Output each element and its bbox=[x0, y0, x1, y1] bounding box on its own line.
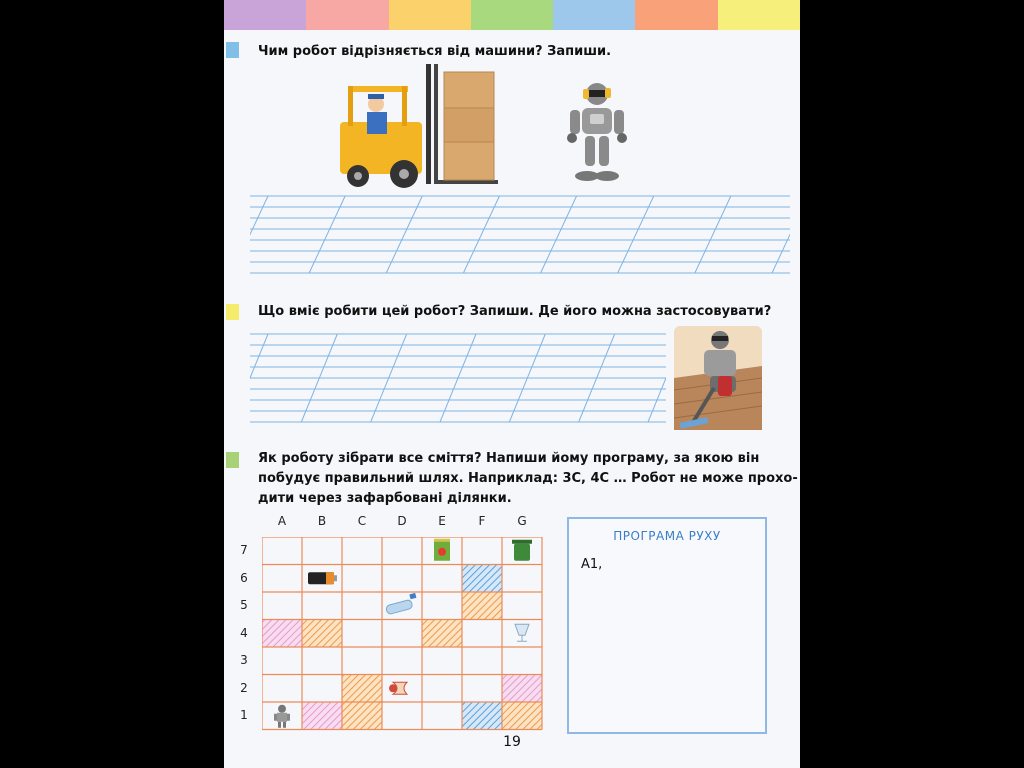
color-strip bbox=[389, 0, 472, 30]
battery-icon bbox=[308, 572, 337, 584]
question-3-line-1: Як роботу зібрати все сміття? Напиши йому програму, за якою він bbox=[258, 451, 760, 466]
grid-row-label: 1 bbox=[240, 708, 248, 722]
question-3-line-3: дити через зафарбовані ділянки. bbox=[258, 491, 512, 506]
grid-row-label: 3 bbox=[240, 653, 248, 667]
grid-column-label: C bbox=[357, 514, 367, 528]
color-strip bbox=[471, 0, 554, 30]
grid-column-label: E bbox=[438, 514, 446, 528]
shaded-cell-orange bbox=[342, 675, 382, 703]
grid-row-label: 7 bbox=[240, 543, 248, 557]
plastic-bottle-icon bbox=[386, 593, 417, 615]
color-strip bbox=[718, 0, 800, 30]
program-box[interactable] bbox=[567, 517, 767, 734]
grid-row-label: 6 bbox=[240, 570, 248, 585]
grid-column-label: D bbox=[397, 514, 407, 528]
grid-row-label: 4 bbox=[240, 625, 248, 640]
vacuum-robot-illustration bbox=[674, 326, 762, 430]
humanoid-robot-illustration bbox=[562, 80, 632, 186]
answer-lines-1[interactable] bbox=[250, 190, 790, 280]
color-strip bbox=[553, 0, 636, 30]
answer-lines-2[interactable] bbox=[250, 328, 666, 428]
workbook-page bbox=[224, 0, 800, 768]
trash-bin-icon bbox=[512, 540, 532, 561]
forklift-illustration bbox=[334, 62, 504, 190]
grid-row-label: 2 bbox=[240, 680, 248, 695]
grid-column-label: G bbox=[517, 514, 527, 528]
trash-grid[interactable] bbox=[262, 537, 552, 733]
juice-box-icon bbox=[434, 539, 450, 561]
shaded-cell-blue bbox=[462, 565, 502, 593]
apple-core-icon bbox=[389, 682, 407, 694]
color-strip bbox=[306, 0, 389, 30]
question-2-marker bbox=[226, 304, 239, 320]
grid-column-label: F bbox=[478, 514, 486, 528]
question-3-line-2: побудує правильний шлях. Наприклад: 3С, 4С … Робот не може прохо- bbox=[258, 471, 798, 486]
shaded-cell-orange bbox=[422, 620, 462, 648]
shaded-cell-blue bbox=[462, 702, 502, 730]
shaded-cell-orange bbox=[502, 702, 542, 730]
shaded-cell-pink bbox=[502, 675, 542, 703]
question-2-text: Що вміє робити цей робот? Запиши. Де його можна застосовувати? bbox=[258, 304, 772, 319]
program-start-value[interactable]: А1, bbox=[581, 557, 603, 572]
broken-glass-icon bbox=[515, 624, 529, 641]
small-robot-icon bbox=[274, 705, 290, 728]
color-strip bbox=[635, 0, 718, 30]
grid-column-label: A bbox=[277, 514, 287, 528]
shaded-cell-pink bbox=[262, 620, 302, 648]
shaded-cell-orange bbox=[462, 592, 502, 620]
page-number: 19 bbox=[503, 734, 521, 750]
shaded-cell-pink bbox=[302, 702, 342, 730]
shaded-cell-orange bbox=[342, 702, 382, 730]
grid-row-label: 5 bbox=[240, 598, 248, 612]
question-3-marker bbox=[226, 452, 239, 468]
question-1-marker bbox=[226, 42, 239, 58]
shaded-cell-orange bbox=[302, 620, 342, 648]
grid-column-label: B bbox=[317, 514, 327, 528]
color-strip bbox=[224, 0, 307, 30]
question-1-text: Чим робот відрізняється від машини? Запиши. bbox=[258, 44, 612, 59]
program-title: ПРОГРАМА РУХУ bbox=[613, 529, 721, 543]
